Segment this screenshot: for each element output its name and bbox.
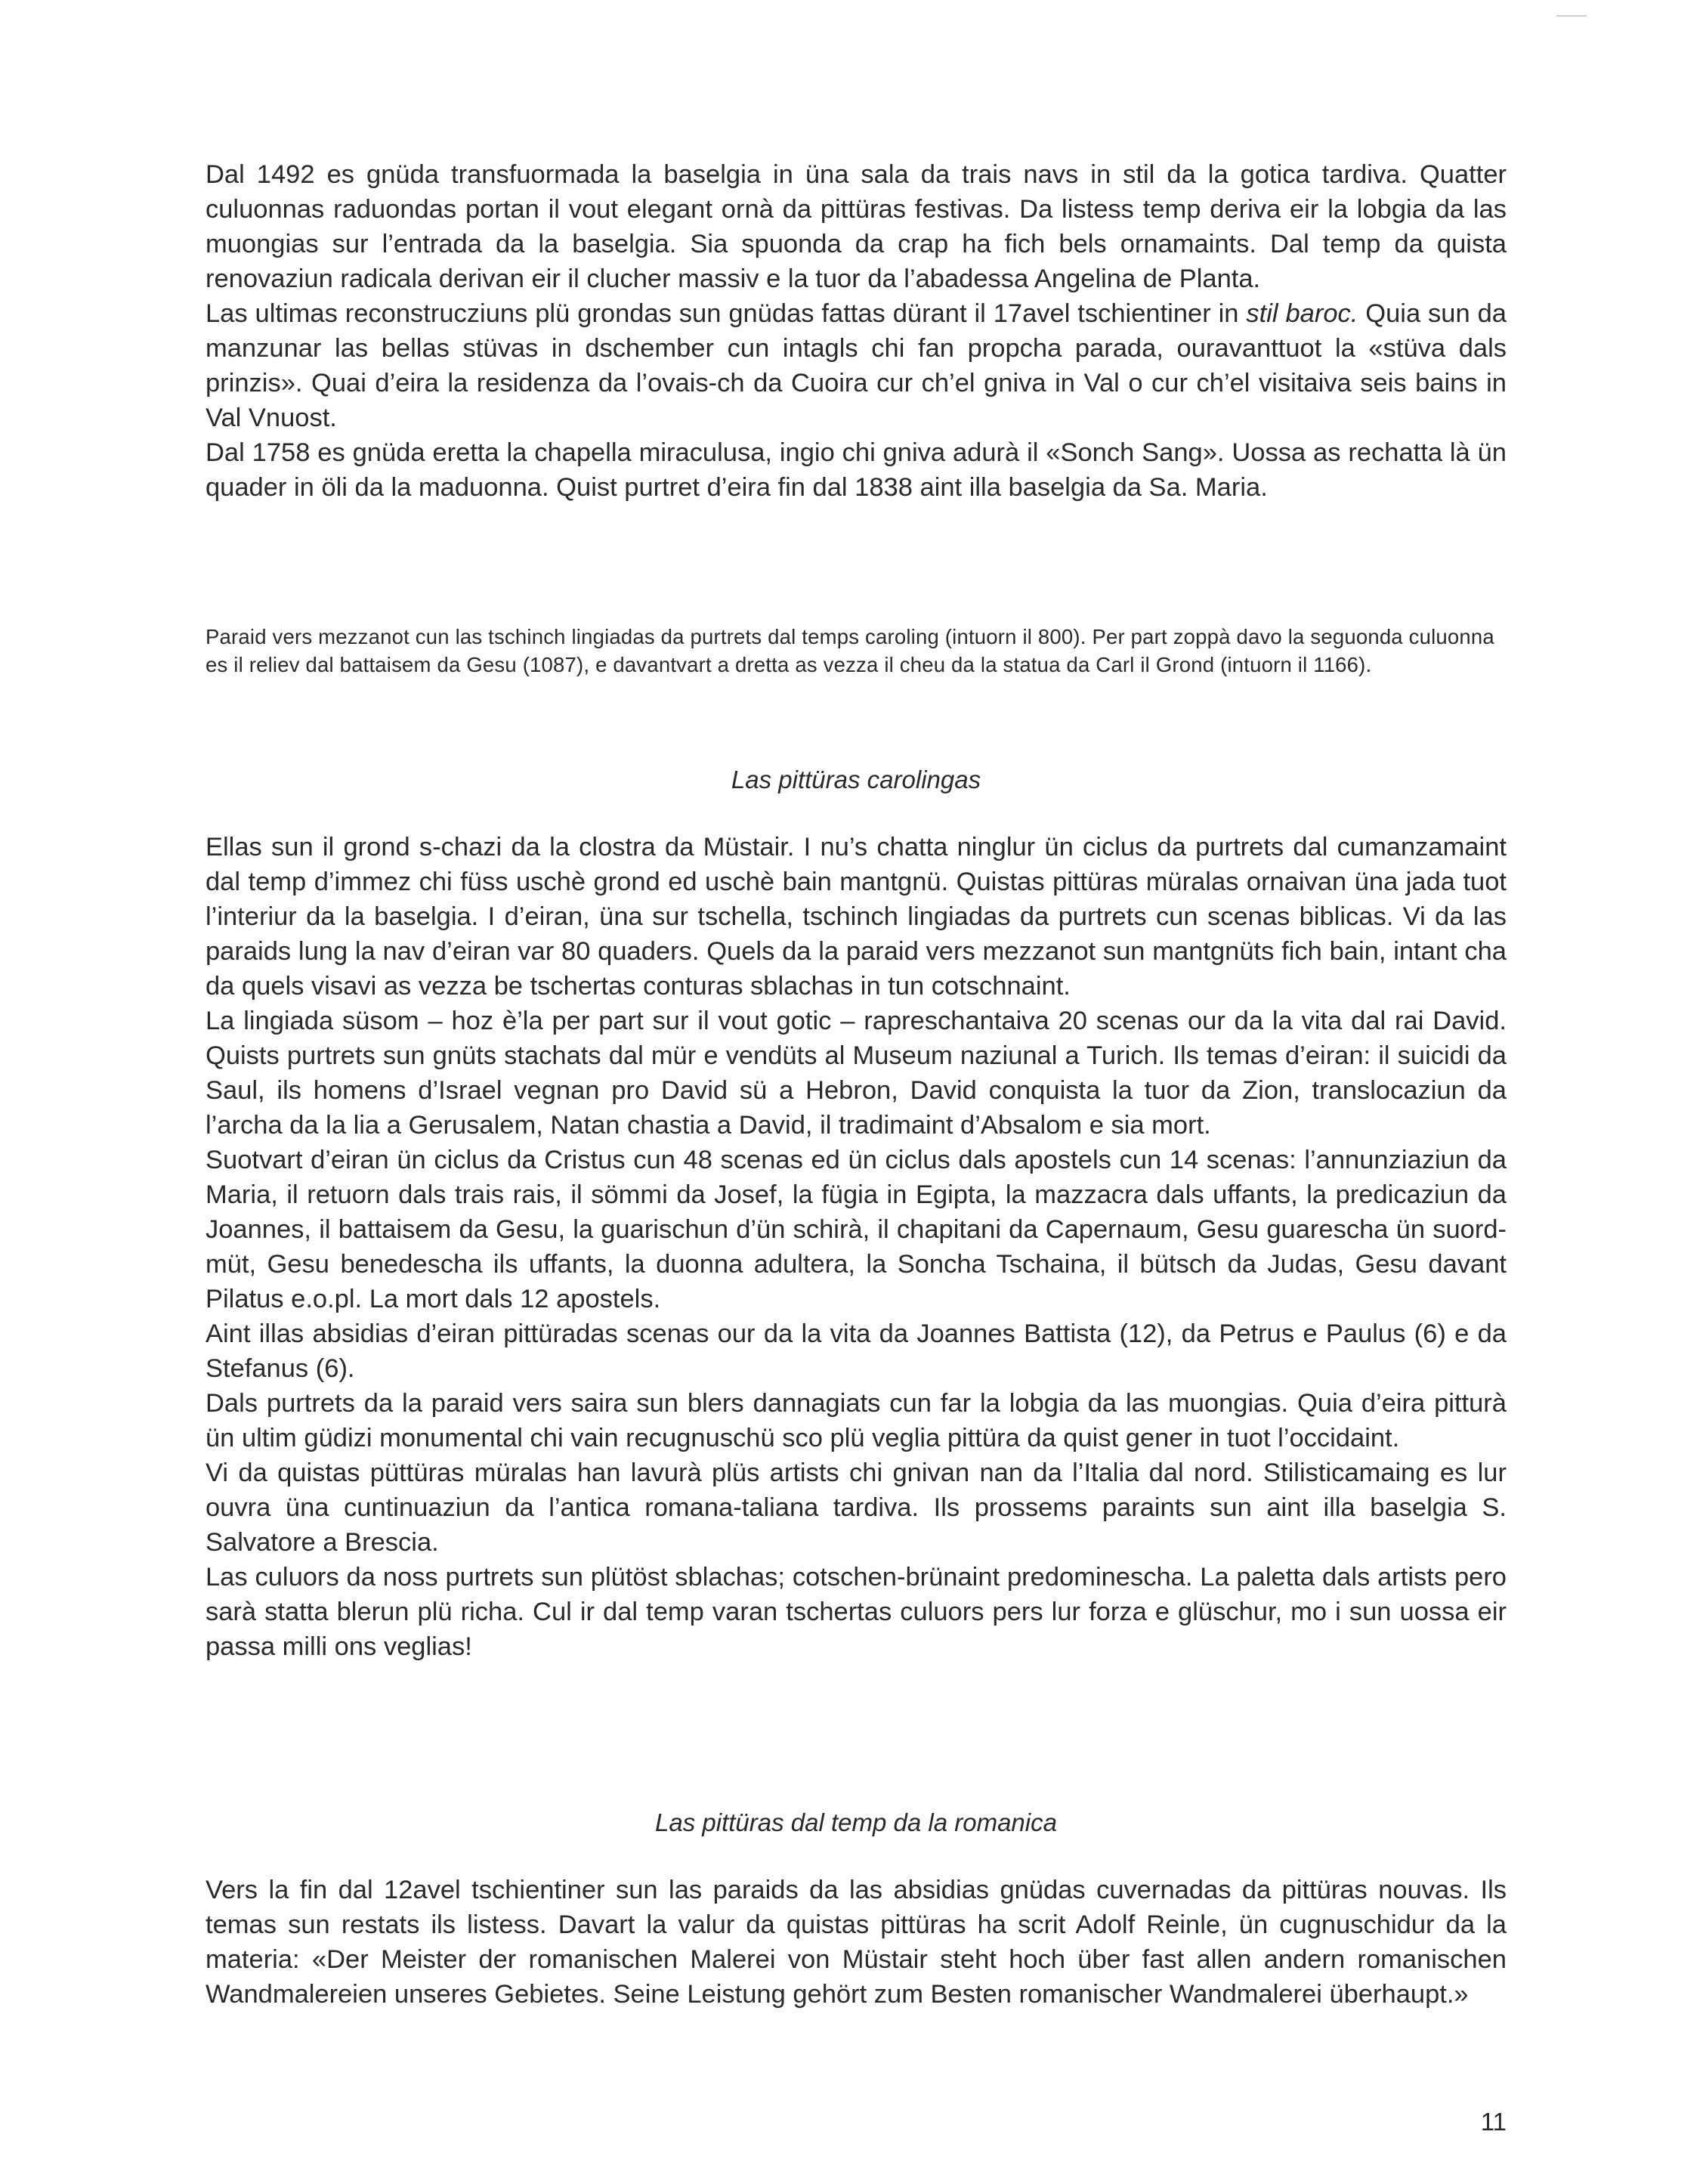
section-gothic-baroque	[206, 157, 1507, 505]
paragraph: Las ultimas reconstrucziuns plü grondas sun gnüdas fattas dürant il 17avel tschientiner in stil baroc. Quia sun da manzunar las bellas stüvas in dschember cun intagls chi fan propcha parada, ouravanttuot la «stüva dals prinzis». Quai d’eira la residenza da l’ovais-ch da Cuoira cur ch’el gniva in Val o cur ch’el visitaiva seis bains in Val Vnuost.	[206, 299, 1507, 432]
paragraph: Aint illas absidias d’eiran pittüradas scenas our da la vita da Joannes Battista (12), da Petrus e Paulus (6) e da Stefanus (6).	[206, 1319, 1507, 1383]
page-number: 11	[1480, 2108, 1507, 2136]
section-heading: Las pittüras carolingas	[731, 766, 981, 793]
italic-term: stil baroc.	[1246, 299, 1358, 328]
paragraph: Dal 1492 es gnüda transfuormada la baselgia in üna sala da trais navs in stil da la gotica tardiva. Quatter culuonnas raduondas portan il vout elegant ornà da pittüras festivas. Da listess temp deriva eir la lobgia da las muongias sur l’entrada da la baselgia. Sia spuonda da crap ha fich bels ornamaints. Dal temp da quista renovaziun radicala derivan eir il clucher massiv e la tuor da l’abadessa Angelina de Planta.	[206, 160, 1507, 293]
paragraph: Las culuors da noss purtrets sun plütöst sblachas; cotschen-brünaint predominescha. La paletta dals artists pero sarà statta blerun plü richa. Cul ir dal temp varan tschertas culuors pers lur forza e glüschur, mo i sun uossa eir passa milli ons veglias!	[206, 1563, 1507, 1661]
paragraph: Suotvart d’eiran ün ciclus da Cristus cun 48 scenas ed ün ciclus dals apostels cun 14 scenas: l’annunziaziun da Maria, il retuorn dals trais rais, il sömmi da Josef, la fügia in Egipta, la mazzacra dals uffants, la predicaziun da Joannes, il battaisem da Gesu, la guarischun d’ün schirà, il chapitani da Capernaum, Gesu guarescha ün suord-müt, Gesu benedescha ils uffants, la duonna adultera, la Soncha Tschaina, il bütsch da Judas, Gesu davant Pilatus e.o.pl. La mort dals 12 apostels.	[206, 1146, 1507, 1313]
paragraph: Dal 1758 es gnüda eretta la chapella miraculusa, ingio chi gniva adurà il «Sonch Sang». Uossa as rechatta là ün quader in öli da la maduonna. Quist purtret d’eira fin dal 1838 aint illa baselgia da Sa. Maria.	[206, 438, 1507, 502]
paragraph: Vi da quistas püttüras müralas han lavurà plüs artists chi gnivan nan da l’Italia dal nord. Stilisticamaing es lur ouvra üna cuntinuaziun da l’antica romana-taliana tardiva. Ils prossems paraints sun aint illa baselgia S. Salvatore a Brescia.	[206, 1459, 1507, 1557]
paragraph: Vers la fin dal 12avel tschientiner sun las paraids da las absidias gnüdas cuvernadas da pittüras nouvas. Ils temas sun restats ils listess. Davart la valur da quistas pittüras ha scrit Adolf Reinle, ün cugnuschidur da la materia: «Der Meister der romanischen Malerei von Müstair steht hoch über fast allen andern romanischen Wandmalereien unseres Gebietes. Seine Leistung gehört zum Besten romanischer Wandmalerei überhaupt.»	[206, 1876, 1507, 2009]
paragraph: Dals purtrets da la paraid vers saira sun blers dannagiats cun far la lobgia da las muongias. Quia d’eira pitturà ün ultim güdizi monumental chi vain recugnuschü sco plü veglia pittüra da quist gener in tuot l’occidaint.	[206, 1389, 1507, 1452]
section-carolingian-paintings	[206, 830, 1507, 1664]
section-heading: Las pittüras dal temp da la romanica	[655, 1808, 1057, 1836]
scan-artifact	[1556, 15, 1587, 17]
paragraph: La lingiada süsom – hoz è’la per part sur il vout gotic – rapreschantaiva 20 scenas our da la vita dal rai David. Quists purtrets sun gnüts stachats dal mür e vendüts al Museum naziunal a Turich. Ils temas d’eiran: il suicidi da Saul, ils homens d’Israel vegnan pro David sü a Hebron, David conquista la tuor da Zion, translocaziun da l’archa da la lia a Gerusalem, Natan chastia a David, il tradimaint d’Absalom e sia mort.	[206, 1007, 1507, 1140]
section-romanesque-paintings	[206, 1873, 1507, 2012]
figure-caption: Paraid vers mezzanot cun las tschinch lingiadas da purtrets dal temps caroling (intuorn il 800). Per part zoppà davo la seguonda culuonna es il reliev dal battaisem da Gesu (1087), e davantvart a dretta as vezza il cheu da la statua da Carl il Grond (intuorn il 1166).	[206, 625, 1494, 676]
paragraph: Ellas sun il grond s-chazi da la clostra da Müstair. I nu’s chatta ninglur ün ciclus da purtrets dal cumanzamaint dal temp d’immez chi füss uschè grond ed uschè bain mantgnü. Quistas pittüras müralas ornaivan üna jada tuot l’interiur da la baselgia. I d’eiran, üna sur tschella, tschinch lingiadas da purtrets cun scenas biblicas. Vi da las paraids lung la nav d’eiran var 80 quaders. Quels da la paraid vers mezzanot sun mantgnüts fich bain, intant cha da quels visavi as vezza be tschertas conturas sblachas in tun cotschnaint.	[206, 833, 1507, 1001]
